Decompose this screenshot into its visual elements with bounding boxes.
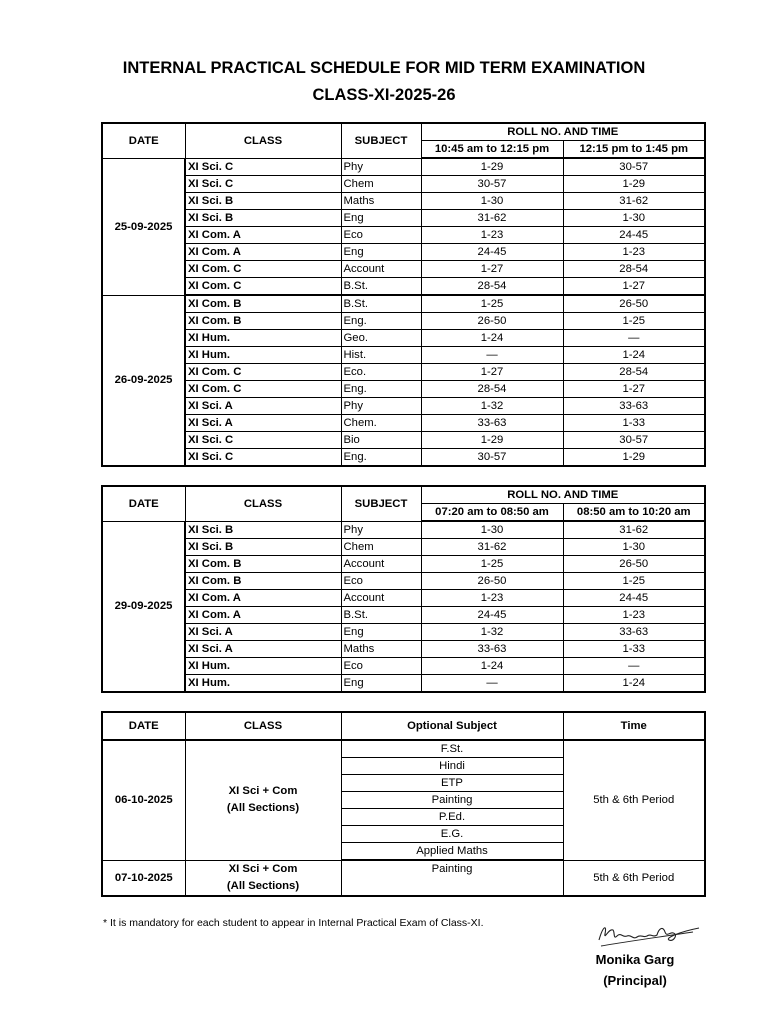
roll-slot-1-cell: 28-54: [421, 278, 563, 296]
table-row: [102, 740, 705, 758]
roll-slot-1-cell: 31-62: [421, 539, 563, 556]
table-row: [102, 624, 705, 641]
roll-slot-1-cell: 1-25: [421, 556, 563, 573]
roll-slot-1-cell: 1-32: [421, 398, 563, 415]
header-date: DATE: [102, 712, 185, 740]
subject-cell: Maths: [341, 641, 421, 658]
mandatory-note: * It is mandatory for each student to appear in Internal Practical Exam of Class-XI.: [103, 917, 484, 929]
table-row: [102, 449, 705, 467]
roll-slot-2-cell: 1-25: [563, 313, 705, 330]
subject-cell: Account: [341, 590, 421, 607]
date-cell: 06-10-2025: [102, 740, 185, 860]
class-cell: [185, 740, 341, 860]
table-row: [102, 432, 705, 449]
optional-subject-cell: Applied Maths: [341, 843, 563, 861]
subject-cell: Eng: [341, 244, 421, 261]
header-slot-1: 10:45 am to 12:15 pm: [421, 141, 563, 159]
roll-slot-1-cell: —: [421, 347, 563, 364]
subject-cell: Chem.: [341, 415, 421, 432]
roll-slot-1-cell: 1-27: [421, 261, 563, 278]
class-cell: XI Hum.: [185, 675, 341, 693]
table-row: [102, 176, 705, 193]
roll-slot-1-cell: 24-45: [421, 244, 563, 261]
header-optional-subject: Optional Subject: [341, 712, 563, 740]
signatory-designation: (Principal): [603, 973, 667, 988]
subject-cell: Hist.: [341, 347, 421, 364]
roll-slot-2-cell: 24-45: [563, 227, 705, 244]
roll-slot-2-cell: 28-54: [563, 364, 705, 381]
roll-slot-2-cell: 30-57: [563, 432, 705, 449]
signatory-name: Monika Garg: [595, 952, 675, 967]
roll-slot-2-cell: 1-27: [563, 381, 705, 398]
subject-cell: B.St.: [341, 295, 421, 313]
roll-slot-1-cell: 1-32: [421, 624, 563, 641]
class-cell: XI Sci. B: [185, 539, 341, 556]
date-cell: 26-09-2025: [102, 295, 185, 466]
roll-slot-1-cell: 1-23: [421, 227, 563, 244]
roll-slot-1-cell: 33-63: [421, 641, 563, 658]
roll-slot-1-cell: 1-24: [421, 658, 563, 675]
roll-slot-1-cell: 28-54: [421, 381, 563, 398]
roll-slot-2-cell: 1-25: [563, 573, 705, 590]
subject-cell: Eng: [341, 210, 421, 227]
header-subject: SUBJECT: [341, 123, 421, 158]
table-row: [102, 278, 705, 296]
roll-slot-2-cell: 1-29: [563, 449, 705, 467]
time-cell: 5th & 6th Period: [563, 860, 705, 896]
header-slot-2: 12:15 pm to 1:45 pm: [563, 141, 705, 159]
subject-cell: Account: [341, 556, 421, 573]
table-row: [102, 521, 705, 539]
roll-slot-2-cell: 30-57: [563, 158, 705, 176]
class-cell: XI Sci. C: [185, 176, 341, 193]
subject-cell: Phy: [341, 521, 421, 539]
roll-slot-2-cell: 26-50: [563, 295, 705, 313]
subject-cell: Eco: [341, 227, 421, 244]
subject-cell: Geo.: [341, 330, 421, 347]
class-cell: [185, 860, 341, 896]
optional-subject-cell: Hindi: [341, 758, 563, 775]
subject-cell: Eng.: [341, 449, 421, 467]
roll-slot-1-cell: 26-50: [421, 313, 563, 330]
table-row: [102, 158, 705, 176]
roll-slot-2-cell: 1-33: [563, 415, 705, 432]
class-cell: XI Sci. A: [185, 624, 341, 641]
header-date: DATE: [102, 123, 185, 158]
roll-slot-2-cell: —: [563, 330, 705, 347]
class-cell: XI Sci. A: [185, 641, 341, 658]
table-row: [102, 210, 705, 227]
class-cell: XI Com. C: [185, 261, 341, 278]
roll-slot-1-cell: 1-30: [421, 521, 563, 539]
table-row: [102, 295, 705, 313]
class-cell: XI Sci. A: [185, 415, 341, 432]
class-cell: XI Sci. B: [185, 521, 341, 539]
header-slot-2: 08:50 am to 10:20 am: [563, 504, 705, 522]
roll-slot-2-cell: 1-27: [563, 278, 705, 296]
table-row: [102, 675, 705, 693]
class-cell: XI Sci. C: [185, 158, 341, 176]
subject-cell: Phy: [341, 158, 421, 176]
table-row: [102, 347, 705, 364]
table-row: [102, 539, 705, 556]
table-row: [102, 556, 705, 573]
class-cell: XI Com. B: [185, 313, 341, 330]
class-cell: XI Hum.: [185, 658, 341, 675]
subject-cell: Maths: [341, 193, 421, 210]
subject-cell: Eng.: [341, 381, 421, 398]
roll-slot-1-cell: 30-57: [421, 449, 563, 467]
roll-slot-2-cell: 1-29: [563, 176, 705, 193]
class-cell: XI Sci. C: [185, 432, 341, 449]
signatory: [590, 949, 680, 991]
optional-subject-cell: Painting: [341, 792, 563, 809]
subject-cell: Eco: [341, 658, 421, 675]
roll-slot-1-cell: 1-27: [421, 364, 563, 381]
roll-slot-2-cell: 1-23: [563, 607, 705, 624]
subject-cell: Eco: [341, 573, 421, 590]
class-cell: XI Hum.: [185, 347, 341, 364]
roll-slot-1-cell: 1-29: [421, 432, 563, 449]
roll-slot-1-cell: 1-24: [421, 330, 563, 347]
roll-slot-2-cell: 1-24: [563, 675, 705, 693]
table-row: [102, 330, 705, 347]
roll-slot-2-cell: 1-30: [563, 539, 705, 556]
roll-slot-1-cell: 31-62: [421, 210, 563, 227]
table-row: [102, 573, 705, 590]
roll-slot-1-cell: 1-23: [421, 590, 563, 607]
header-time: Time: [563, 712, 705, 740]
subject-cell: Eng: [341, 624, 421, 641]
roll-slot-1-cell: —: [421, 675, 563, 693]
optional-subject-cell: ETP: [341, 775, 563, 792]
table-row: [102, 415, 705, 432]
date-cell: 29-09-2025: [102, 521, 185, 692]
optional-subject-cell: P.Ed.: [341, 809, 563, 826]
subject-cell: B.St.: [341, 607, 421, 624]
class-cell: XI Com. A: [185, 590, 341, 607]
table-row: [102, 658, 705, 675]
schedule-table-1: [101, 122, 706, 467]
roll-slot-1-cell: 26-50: [421, 573, 563, 590]
subject-cell: Chem: [341, 539, 421, 556]
optional-subject-cell: F.St.: [341, 740, 563, 758]
class-cell: XI Com. A: [185, 227, 341, 244]
table-row: [102, 607, 705, 624]
subject-cell: Phy: [341, 398, 421, 415]
class-line-1: XI Sci + Com: [228, 862, 298, 875]
schedule-table-2: [101, 485, 706, 693]
roll-slot-2-cell: 31-62: [563, 193, 705, 210]
date-cell: 25-09-2025: [102, 158, 185, 295]
header-date: DATE: [102, 486, 185, 521]
date-cell: 07-10-2025: [102, 860, 185, 896]
class-cell: XI Sci. A: [185, 398, 341, 415]
roll-slot-2-cell: 33-63: [563, 624, 705, 641]
roll-slot-2-cell: 1-23: [563, 244, 705, 261]
subject-cell: Bio: [341, 432, 421, 449]
roll-slot-2-cell: 24-45: [563, 590, 705, 607]
page-subtitle: CLASS-XI-2025-26: [312, 86, 456, 104]
class-cell: XI Hum.: [185, 330, 341, 347]
page-title: INTERNAL PRACTICAL SCHEDULE FOR MID TERM EXAMINATION: [122, 59, 646, 77]
class-line-1: XI Sci + Com: [228, 785, 298, 798]
class-cell: XI Sci. C: [185, 449, 341, 467]
table-row: [102, 244, 705, 261]
class-cell: XI Sci. B: [185, 193, 341, 210]
table-row: [102, 193, 705, 210]
class-cell: XI Com. C: [185, 364, 341, 381]
table-row: [102, 641, 705, 658]
optional-subject-table: [101, 711, 706, 897]
roll-slot-2-cell: 1-33: [563, 641, 705, 658]
roll-slot-2-cell: 26-50: [563, 556, 705, 573]
roll-slot-2-cell: 33-63: [563, 398, 705, 415]
subject-cell: Account: [341, 261, 421, 278]
table-row: [102, 590, 705, 607]
class-cell: XI Com. C: [185, 278, 341, 296]
roll-slot-2-cell: 28-54: [563, 261, 705, 278]
header-class: CLASS: [185, 712, 341, 740]
class-cell: XI Com. B: [185, 556, 341, 573]
table-row: [102, 398, 705, 415]
subject-cell: Eng.: [341, 313, 421, 330]
optional-subject-cell: Painting: [341, 860, 563, 896]
table-row: [102, 381, 705, 398]
signature-image: [593, 918, 703, 952]
header-class: CLASS: [185, 123, 341, 158]
class-line-2: (All Sections): [226, 879, 300, 892]
class-cell: XI Com. C: [185, 381, 341, 398]
header-roll-time: ROLL NO. AND TIME: [421, 123, 705, 141]
roll-slot-1-cell: 33-63: [421, 415, 563, 432]
roll-slot-1-cell: 1-29: [421, 158, 563, 176]
table-row: [102, 313, 705, 330]
class-line-2: (All Sections): [226, 802, 300, 815]
roll-slot-2-cell: —: [563, 658, 705, 675]
roll-slot-1-cell: 1-25: [421, 295, 563, 313]
header-subject: SUBJECT: [341, 486, 421, 521]
optional-subject-cell: E.G.: [341, 826, 563, 843]
subject-cell: Chem: [341, 176, 421, 193]
table-row: [102, 227, 705, 244]
class-cell: XI Com. A: [185, 244, 341, 261]
header-row: [102, 712, 705, 740]
header-class: CLASS: [185, 486, 341, 521]
roll-slot-2-cell: 1-24: [563, 347, 705, 364]
header-slot-1: 07:20 am to 08:50 am: [421, 504, 563, 522]
roll-slot-1-cell: 30-57: [421, 176, 563, 193]
table-row: [102, 261, 705, 278]
roll-slot-1-cell: 1-30: [421, 193, 563, 210]
class-cell: XI Com. B: [185, 573, 341, 590]
roll-slot-2-cell: 31-62: [563, 521, 705, 539]
header-roll-time: ROLL NO. AND TIME: [421, 486, 705, 504]
roll-slot-2-cell: 1-30: [563, 210, 705, 227]
class-cell: XI Com. A: [185, 607, 341, 624]
class-cell: XI Sci. B: [185, 210, 341, 227]
roll-slot-1-cell: 24-45: [421, 607, 563, 624]
subject-cell: Eco.: [341, 364, 421, 381]
subject-cell: B.St.: [341, 278, 421, 296]
subject-cell: Eng: [341, 675, 421, 693]
table-row: [102, 860, 705, 896]
time-cell: 5th & 6th Period: [563, 740, 705, 860]
table-row: [102, 364, 705, 381]
class-cell: XI Com. B: [185, 295, 341, 313]
